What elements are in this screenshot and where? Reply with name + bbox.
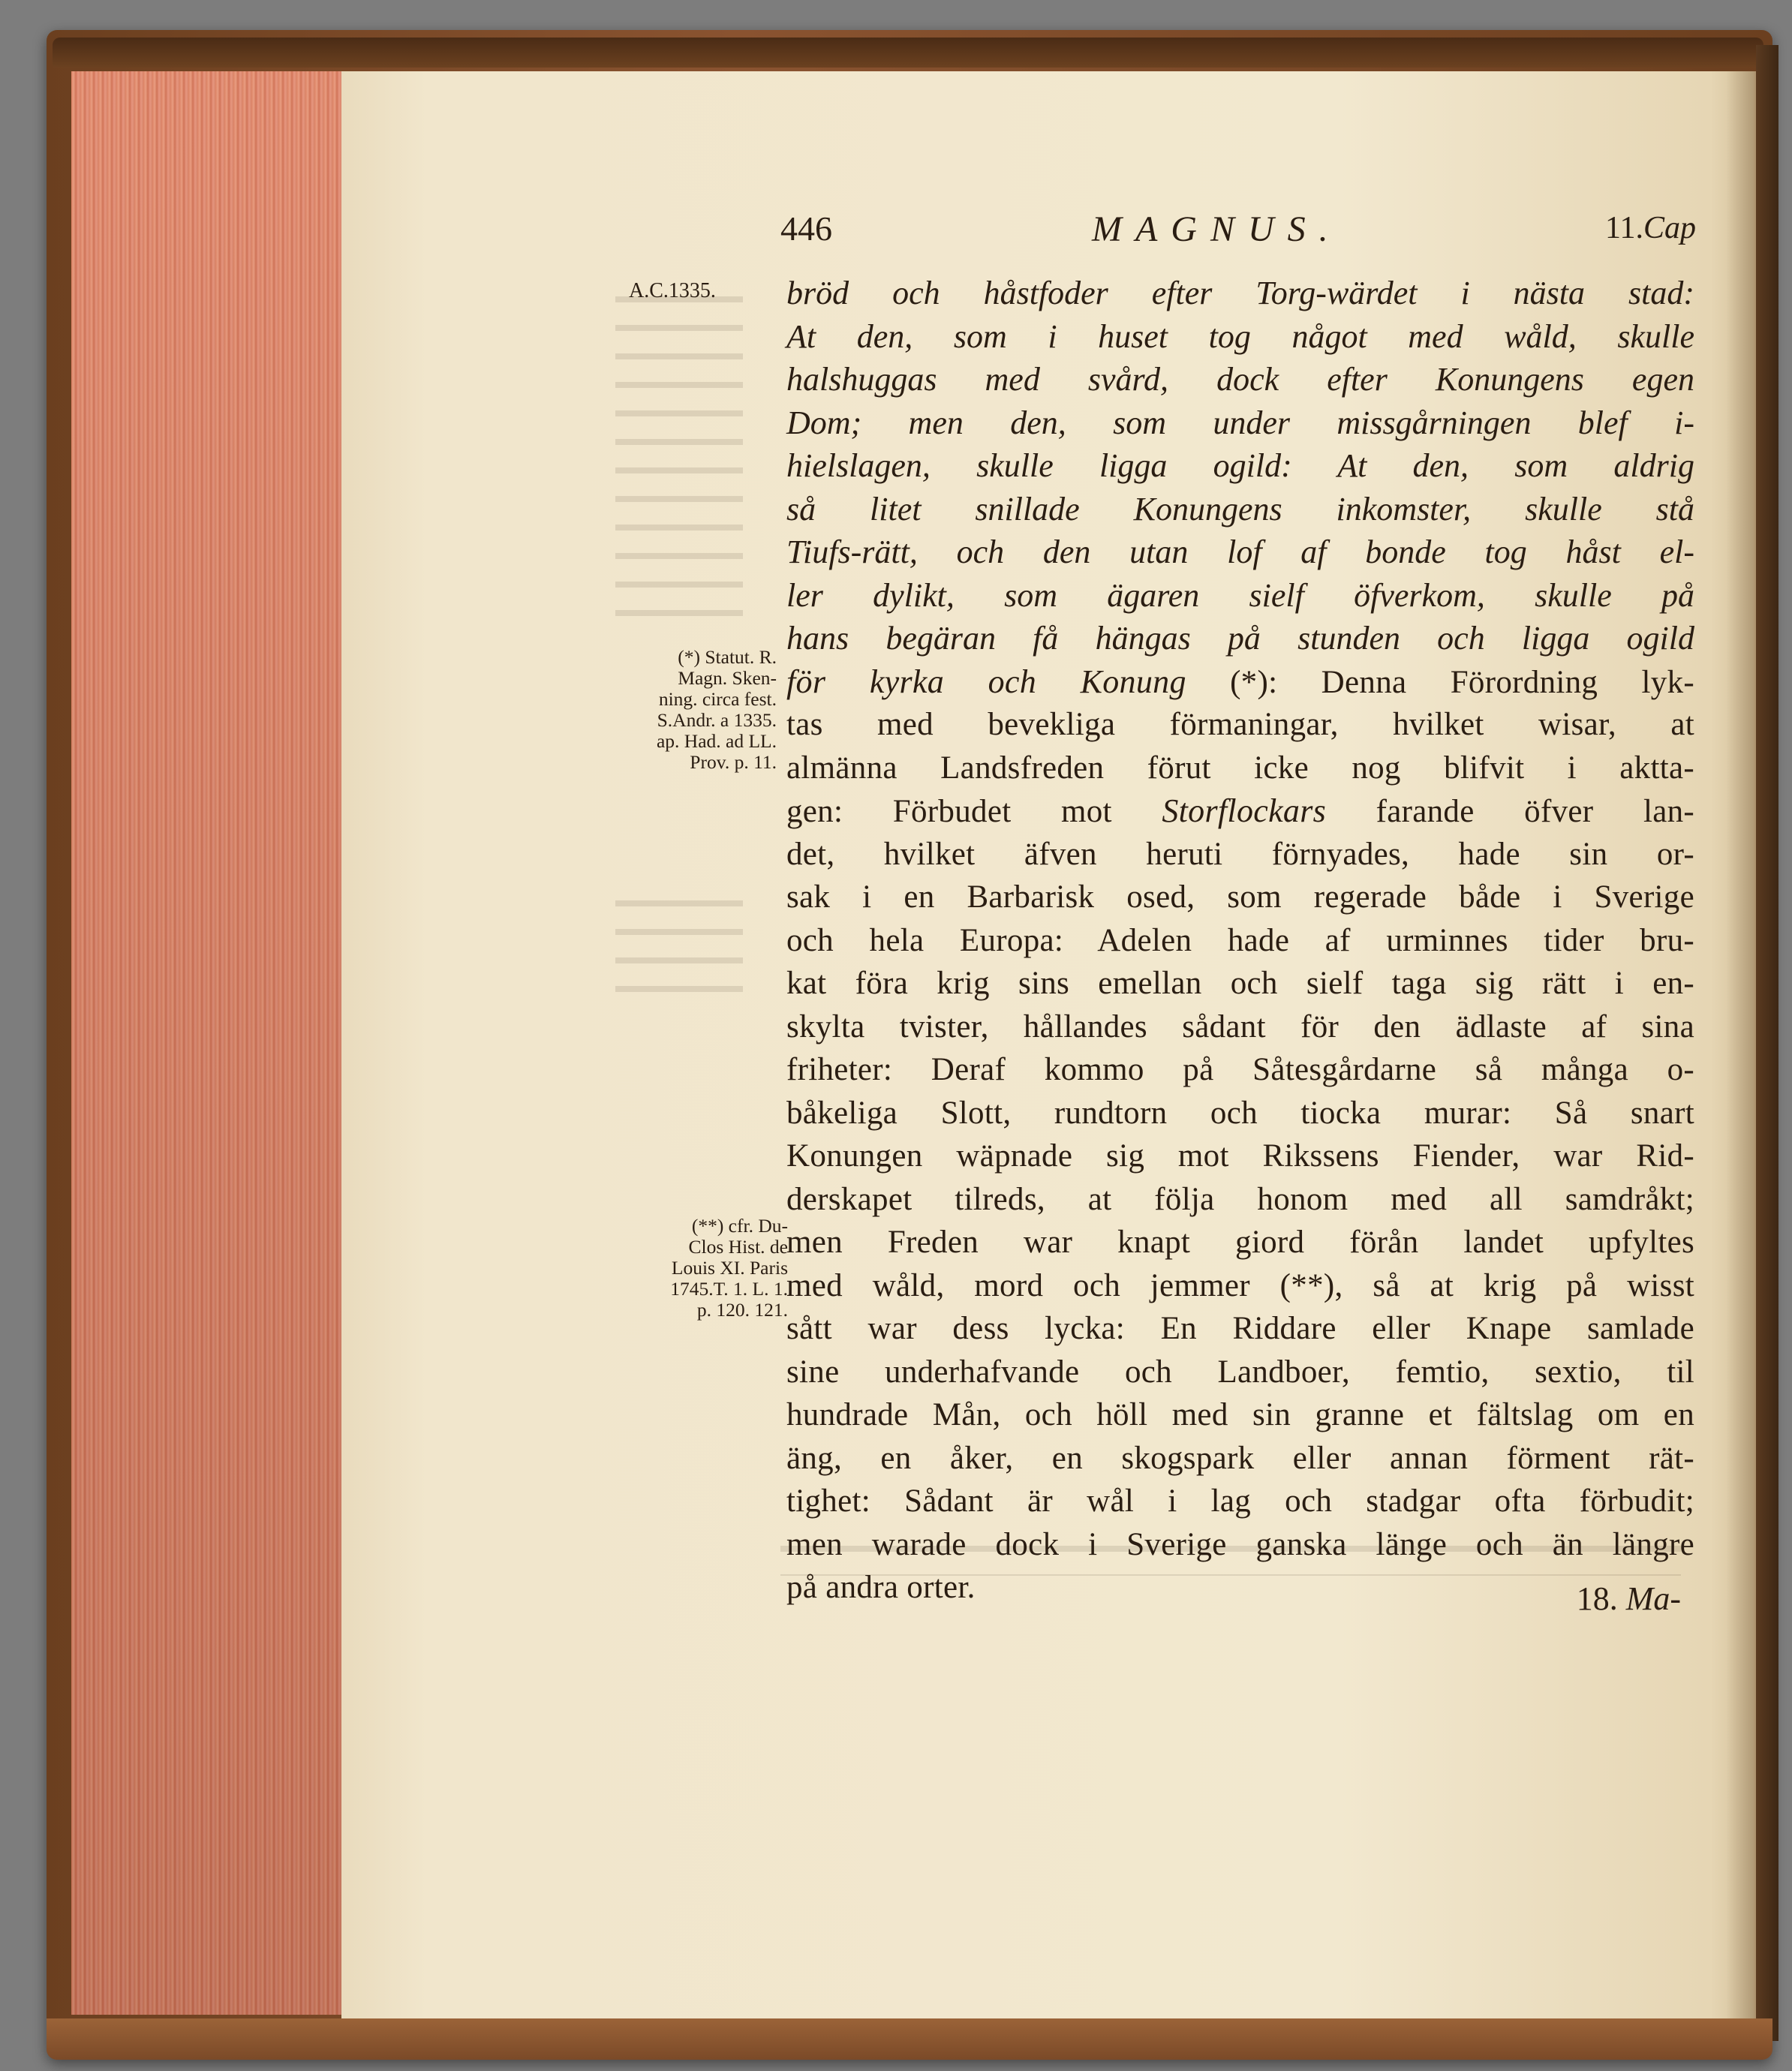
book-board-right bbox=[1756, 45, 1778, 2041]
chapter-label bbox=[1605, 210, 1696, 246]
text-line bbox=[786, 660, 1694, 704]
note-line: (**) cfr. Du- bbox=[691, 1215, 788, 1237]
text-roman-run: gen: Förbudet mot bbox=[786, 794, 1162, 829]
margin-date: A.C.1335. bbox=[629, 279, 716, 302]
note-line: Magn. Sken- bbox=[678, 667, 777, 689]
text-line: på andra orter. bbox=[786, 1570, 976, 1605]
chapter-number: 11. bbox=[1605, 211, 1643, 245]
text-line: ler dylikt, som ägaren sielf öfverkom, skulle på bbox=[786, 576, 1694, 614]
text-line bbox=[786, 789, 1694, 833]
note-line: (*) Statut. R. bbox=[678, 646, 777, 668]
book-top-edge bbox=[53, 38, 1763, 68]
note-line: Louis XI. Paris bbox=[671, 1257, 788, 1279]
text-line: så litet snillade Konungens inkomster, skulle stå bbox=[786, 490, 1694, 528]
footnote-marginal-1 bbox=[612, 647, 777, 773]
text-line: derskapet tilreds, at följa honom med all samdråkt; bbox=[786, 1181, 1694, 1217]
text-line: sine underhafvande och Landboer, femtio, sextio, til bbox=[786, 1354, 1694, 1390]
text-line: friheter: Deraf kommo på Såtesgårdarne så många o- bbox=[786, 1052, 1694, 1087]
running-head bbox=[780, 209, 1696, 261]
chapter-word: Cap bbox=[1643, 211, 1696, 245]
page-number: 446 bbox=[780, 209, 832, 248]
text-line: det, hvilket äfven heruti förnyades, hade sin or- bbox=[786, 836, 1694, 872]
note-line: S.Andr. a 1335. bbox=[657, 709, 777, 731]
text-italic-run: för kyrka och Konung bbox=[786, 663, 1186, 700]
text-line: tighet: Sådant är wål i lag och stadgar ofta förbudit; bbox=[786, 1483, 1694, 1519]
text-line: kat föra krig sins emellan och sielf taga sig rätt i en- bbox=[786, 966, 1694, 1001]
book-bottom-edge bbox=[47, 2018, 1772, 2060]
text-line: sak i en Barbarisk osed, som regerade både i Sverige bbox=[786, 879, 1694, 915]
text-line: skylta tvister, hållandes sådant för den ädlaste af sina bbox=[786, 1008, 1694, 1045]
show-through-text bbox=[615, 296, 743, 627]
note-line: ap. Had. ad LL. bbox=[656, 730, 777, 752]
running-title: MAGNUS. bbox=[1092, 209, 1342, 249]
text-line: hans begäran få hängas på stunden och ligga ogild bbox=[786, 620, 1694, 657]
text-line: bröd och håstfoder efter Torg-wärdet i nästa stad: bbox=[786, 275, 1694, 311]
note-line: Prov. p. 11. bbox=[690, 751, 777, 773]
text-italic-run: Storflockars bbox=[1162, 792, 1327, 829]
catchword-word: Ma- bbox=[1625, 1580, 1681, 1617]
text-line: äng, en åker, en skogspark eller annan förment rät- bbox=[786, 1440, 1694, 1476]
text-line: At den, som i huset tog något med wåld, skulle bbox=[786, 317, 1694, 355]
catchword-number: 18. bbox=[1576, 1580, 1618, 1617]
note-line: Clos Hist. de bbox=[688, 1236, 788, 1258]
text-line: almänna Landsfreden förut icke nog blifvit i aktta- bbox=[786, 750, 1694, 786]
text-line: halshuggas med svård, dock efter Konungens egen bbox=[786, 361, 1694, 398]
catchword bbox=[1577, 1580, 1681, 1618]
text-line: men Freden war knapt giord förån landet upfyltes bbox=[786, 1225, 1694, 1260]
footnote-marginal-2 bbox=[623, 1216, 788, 1321]
text-line: sått war dess lycka: En Riddare eller Knape samlade bbox=[786, 1311, 1694, 1346]
text-line: hielslagen, skulle ligga ogild: At den, som aldrig bbox=[786, 447, 1694, 484]
note-line: ning. circa fest. bbox=[658, 688, 777, 710]
text-line: båkeliga Slott, rundtorn och tiocka murar: Så snart bbox=[786, 1095, 1694, 1131]
text-roman-run: (*): Denna Förordning lyk- bbox=[1186, 664, 1694, 700]
text-line: hundrade Mån, och höll med sin granne et fältslag om en bbox=[786, 1397, 1694, 1432]
page-block-shading bbox=[71, 71, 341, 2015]
text-line: och hela Europa: Adelen hade af urminnes tider bru- bbox=[786, 922, 1694, 958]
text-line: tas med bevekliga förmaningar, hvilket wisar, at bbox=[786, 707, 1694, 742]
text-line: Tiufs-rätt, och den utan lof af bonde tog håst el- bbox=[786, 534, 1694, 570]
show-through-text bbox=[615, 900, 743, 1013]
text-line: Dom; men den, som under missgårningen blef i- bbox=[786, 404, 1694, 441]
text-line: men warade dock i Sverige ganska länge och än längre bbox=[786, 1526, 1694, 1562]
body-text bbox=[786, 272, 1694, 1610]
text-line: Konungen wäpnade sig mot Rikssens Fiender, war Rid- bbox=[786, 1138, 1694, 1174]
note-line: 1745.T. 1. L. 1. bbox=[670, 1278, 788, 1300]
text-line: med wåld, mord och jemmer (**), så at krig på wisst bbox=[786, 1267, 1694, 1303]
note-line: p. 120. 121. bbox=[696, 1299, 788, 1321]
text-roman-run: farande öfver lan- bbox=[1326, 794, 1694, 829]
